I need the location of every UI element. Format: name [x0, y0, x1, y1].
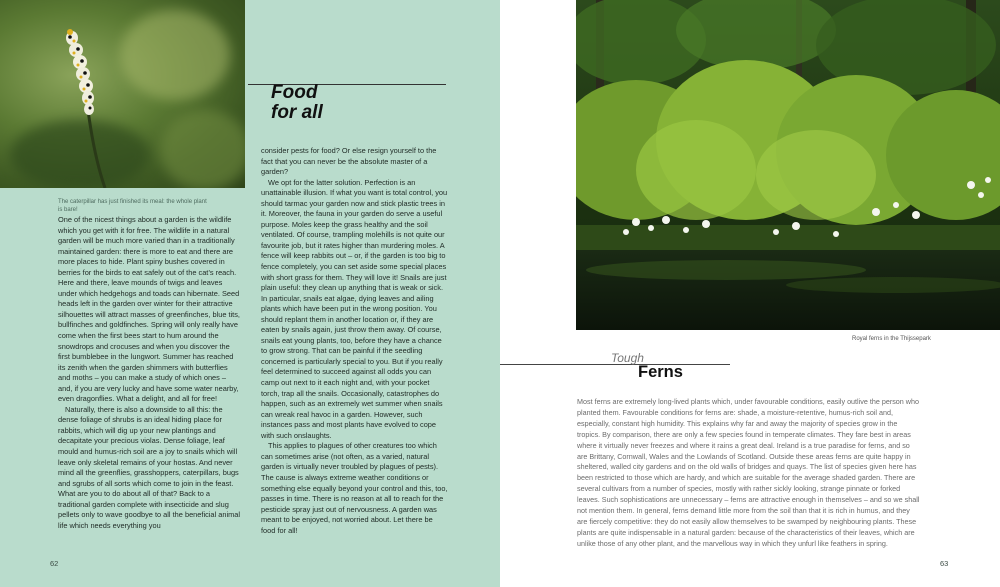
- caterpillar-icon: [0, 0, 245, 188]
- title-line: for all: [271, 102, 323, 123]
- section-title: Ferns: [638, 363, 683, 381]
- body-text: Most ferns are extremely long-lived plants which, under favourable conditions, easily outlive the person who planted them. Favourable conditions for ferns are: shade, a moisture-retentive, humus-rich soil and, especially, constant high humidity. This explains why far and away the majority of species grow in the tropics. By comparison, there are only a few species found in temperate climates. They fare best in areas where it virtually never freezes and where it rains a great deal. Ireland is a true paradise for ferns, and so are Brittany, Cornwall, Wales and the Lowlands of Scotland. Outside these areas ferns are quite happy in sheltered, walled city gardens and on the old walls of bridges and quays. The list of species given here has been restricted to those which are hardy, and which are suitable for the average shaded garden. There are several cultivars from a number of species, mostly with rather sickly looking, strange pinnate or forked leaves. Such sophistications are unnecessary – ferns are attractive enough in themselves – and so we shall not mention them. In general, ferns demand little more from the soil than that it is rich in humus, and they are fiercely competitive: they do not easily allow themselves to be swamped by neighbouring plants. These plants are quite indispensable in a natural garden: because of the characteristics of their leaves, which are unlike those of any other plant, and the marvellous way in which they unfurl like feathers in spring.: [577, 397, 920, 548]
- photo-caption: Royal ferns in the Thijssepark: [852, 336, 931, 342]
- paragraph: consider pests for food? Or else resign yourself to the fact that you can never be the absolute master of a garden?: [261, 146, 437, 177]
- royal-ferns-photo: [576, 0, 1000, 330]
- text-column-1: [58, 215, 241, 531]
- photo-caption: The caterpillar has just finished its meal: the whole plant is bare!: [58, 199, 207, 213]
- section-kicker: Tough: [611, 351, 644, 365]
- fern-landscape-icon: [576, 0, 1000, 330]
- section-title: [271, 83, 391, 123]
- title-line: Food: [271, 82, 318, 103]
- paragraph: Naturally, there is also a downside to all this: the dense foliage of shrubs is an ideal hiding place for rabbits, which will dig up your new plantings and decapitate your precious violas. Dense foliage, leaf mould and humus-rich soil are a joy to snails which will leave only skeletal remains of your hostas. And never mind all the greenflies, grasshoppers, caterpillars, bugs and sgrubs of all sorts which come to join in the feast. What are you to do about all of that? Back to a traditional garden complete with insecticide and slug pellets only to wave goodbye to all the beneficial animal life which needs everything you: [58, 404, 241, 530]
- paragraph: This applies to plagues of other creatures too which can sometimes arise (not often, as a varied, natural garden is virtually never troubled by plagues of pests). The cause is always extreme weather conditions or something else equally beyond your control and this, too, passes in time. There is no reason at all to reach for the pesticide spray just out of nervousness. A garden was meant to be enjoyed, not worried about. Let there be food for all!: [261, 441, 448, 535]
- text-column-2: [261, 146, 448, 536]
- paragraph: We opt for the latter solution. Perfection is an unattainable illusion. If what you want is total control, you should tarmac your garden now and stick plastic trees in it. Moreover, the fauna in your garden do serve a useful purpose. Moles keep the grass healthy and the soil ventilated. Of course, trampling molehills is not quite our favourite job, but it rates higher than murdering moles. A fence will keep rabbits out – or, if the garden is too big to fence completely, you can set aside some special places with short grass for them. They will love it! Snails are just plain useful: they clean up anything that is weak or sick. In particular, snails eat algae, dying leaves and ailing plants which have been put in the wrong position. You should replant them in another location or, if they are eaten by snails again, just throw them away. Of course, snails eat young plants, too, before they have a chance to grow strong. That can be painful if the seedling concerned is particularly special to you. But if you really feel determined to succeed against all odds you can camp out next to it each night and, with your pocket torch, trap all the snails. Occasionally, catastrophes do happen, such as an extremely wet summer when snails can wreak real havoc in a garden. However, such instances pass and most plants have evolved to cope with such onslaughts.: [261, 177, 448, 440]
- caterpillar-photo: [0, 0, 245, 188]
- page-number: 63: [940, 559, 949, 568]
- page-number: 62: [50, 559, 59, 568]
- paragraph: One of the nicest things about a garden is the wildlife which you get with it for free. The wildlife in a natural garden will be much more varied than in a traditionally maintained garden: there is more to eat and there are more places to hide. Plant spiny bushes covered in berries for the birds to eat safely out of the cat’s reach. Here and there, leave mounds of twigs and leaves under which hedgehogs and toads can hibernate. Seed heads left in the garden over winter for their attractive silhouettes will attract masses of greenfinches, blue tits, bullfinches and goldfinches. Spring will only really have come when the first bees start to hum around the snowdrops and crocuses and when you discover the first bumblebee in the lungwort. Summer has reached its zenith when the garden shimmers with butterflies and moths – you can make a study of which ones – and, if you are very lucky and have some water nearby, even dragonflies. What a delight, and all for free!: [58, 215, 240, 404]
